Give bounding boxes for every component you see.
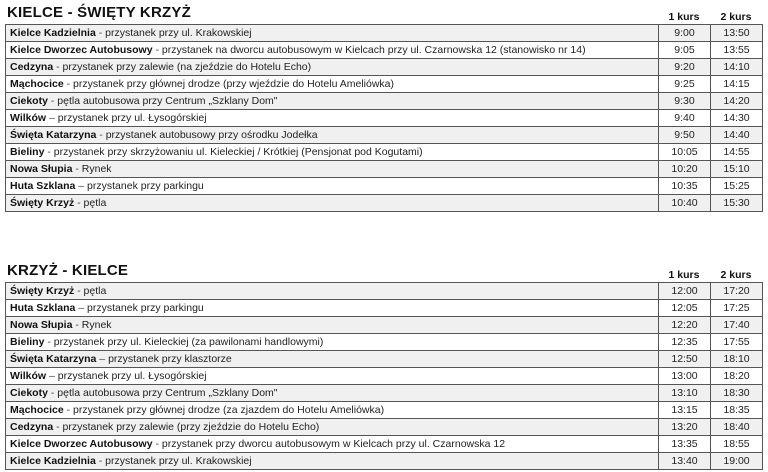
column-header-run-2: 2 kurs — [720, 11, 752, 23]
column-header-run-1: 1 kurs — [668, 11, 700, 23]
table-row — [6, 110, 763, 127]
stop-description: przystanek przy ul. Kieleckiej (za pawilonami handlowymi) — [53, 336, 324, 348]
table-row — [6, 334, 763, 351]
timetable-outbound — [5, 24, 763, 212]
stop-name: Cedzyna — [10, 421, 54, 433]
stop-name: Kielce Dworzec Autobusowy — [10, 44, 153, 56]
table-row — [6, 127, 763, 144]
table-row — [6, 402, 763, 419]
departure-time-run-1: 10:20 — [659, 161, 711, 178]
departure-time-run-1: 9:05 — [659, 42, 711, 59]
departure-time-run-1: 13:15 — [659, 402, 711, 419]
departure-time-run-2: 14:40 — [711, 127, 763, 144]
table-row — [6, 59, 763, 76]
table-row — [6, 385, 763, 402]
separator: - — [72, 163, 82, 175]
table-row — [6, 283, 763, 300]
separator: - — [152, 438, 162, 450]
table-row — [6, 144, 763, 161]
stop-cell — [6, 351, 659, 368]
table-row — [6, 419, 763, 436]
stop-name: Święty Krzyż — [10, 197, 75, 209]
table-row — [6, 25, 763, 42]
stop-cell — [6, 283, 659, 300]
section-title: KRZYŻ - KIELCE — [7, 262, 129, 279]
stop-description: przystanek przy klasztorze — [108, 353, 232, 365]
departure-time-run-2: 17:25 — [711, 300, 763, 317]
departure-time-run-2: 18:30 — [711, 385, 763, 402]
departure-time-run-1: 9:25 — [659, 76, 711, 93]
stop-cell — [6, 178, 659, 195]
stop-description: przystanek przy ul. Krakowskiej — [105, 455, 252, 467]
separator: – — [96, 353, 109, 365]
stop-description: przystanek przy zalewie (przy zjeździe do Hotelu Echo) — [62, 421, 320, 433]
stop-cell — [6, 436, 659, 453]
departure-time-run-2: 17:55 — [711, 334, 763, 351]
departure-time-run-2: 18:10 — [711, 351, 763, 368]
stop-description: przystanek przy głównej drodze (przy wjeździe do Hotelu Ameliówka) — [73, 78, 395, 90]
separator: - — [53, 61, 63, 73]
separator: - — [63, 404, 74, 416]
departure-time-run-1: 13:00 — [659, 368, 711, 385]
stop-cell — [6, 144, 659, 161]
table-row — [6, 42, 763, 59]
table-row — [6, 93, 763, 110]
separator: - — [47, 95, 58, 107]
separator: - — [96, 129, 106, 141]
departure-time-run-1: 10:35 — [659, 178, 711, 195]
section-header — [5, 4, 762, 24]
departure-time-run-1: 9:20 — [659, 59, 711, 76]
departure-time-run-2: 17:20 — [711, 283, 763, 300]
table-row — [6, 300, 763, 317]
stop-name: Mąchocice — [10, 404, 64, 416]
departure-time-run-2: 14:10 — [711, 59, 763, 76]
timetable-section-outbound — [5, 4, 762, 212]
stop-cell — [6, 93, 659, 110]
stop-cell — [6, 453, 659, 470]
separator: - — [74, 197, 84, 209]
table-row — [6, 76, 763, 93]
separator: - — [44, 336, 54, 348]
stop-name: Kielce Kadzielnia — [10, 455, 96, 467]
stop-cell — [6, 368, 659, 385]
stop-description: przystanek autobusowy przy ośrodku Jodełka — [105, 129, 318, 141]
departure-time-run-1: 9:00 — [659, 25, 711, 42]
departure-time-run-2: 14:55 — [711, 144, 763, 161]
departure-time-run-2: 15:30 — [711, 195, 763, 212]
departure-time-run-1: 9:50 — [659, 127, 711, 144]
departure-time-run-2: 14:15 — [711, 76, 763, 93]
stop-name: Kielce Kadzielnia — [10, 27, 96, 39]
timetable-section-return — [5, 262, 762, 470]
stop-cell — [6, 42, 659, 59]
departure-time-run-2: 13:50 — [711, 25, 763, 42]
separator: - — [53, 421, 63, 433]
table-row — [6, 453, 763, 470]
stop-description: Rynek — [81, 319, 112, 331]
departure-time-run-1: 12:00 — [659, 283, 711, 300]
departure-time-run-2: 18:35 — [711, 402, 763, 419]
stop-cell — [6, 59, 659, 76]
table-row — [6, 351, 763, 368]
stop-name: Święta Katarzyna — [10, 353, 97, 365]
departure-time-run-1: 12:35 — [659, 334, 711, 351]
departure-time-run-2: 15:25 — [711, 178, 763, 195]
table-row — [6, 161, 763, 178]
stop-name: Wilków — [10, 370, 47, 382]
stop-description: przystanek przy ul. Łysogórskiej — [57, 370, 207, 382]
stop-cell — [6, 76, 659, 93]
stop-description: pętla — [83, 197, 107, 209]
departure-time-run-2: 15:10 — [711, 161, 763, 178]
separator: – — [75, 302, 88, 314]
separator: - — [44, 146, 54, 158]
stop-name: Bieliny — [10, 336, 45, 348]
separator: - — [152, 44, 162, 56]
stop-cell — [6, 334, 659, 351]
stop-name: Kielce Dworzec Autobusowy — [10, 438, 153, 450]
departure-time-run-1: 13:40 — [659, 453, 711, 470]
departure-time-run-1: 10:05 — [659, 144, 711, 161]
stop-description: przystanek przy skrzyżowaniu ul. Kieleckiej / Krótkiej (Pensjonat pod Kogutami) — [53, 146, 423, 158]
stop-cell — [6, 127, 659, 144]
stop-description: przystanek przy głównej drodze (za zjazdem do Hotelu Ameliówka) — [73, 404, 385, 416]
stop-name: Nowa Słupia — [10, 319, 73, 331]
stop-name: Święty Krzyż — [10, 285, 75, 297]
stop-cell — [6, 385, 659, 402]
separator: - — [95, 27, 106, 39]
departure-time-run-1: 13:35 — [659, 436, 711, 453]
departure-time-run-1: 12:20 — [659, 317, 711, 334]
stop-cell — [6, 25, 659, 42]
departure-time-run-2: 14:20 — [711, 93, 763, 110]
timetable-return — [5, 282, 763, 470]
departure-time-run-2: 18:20 — [711, 368, 763, 385]
departure-time-run-2: 19:00 — [711, 453, 763, 470]
separator: - — [72, 319, 82, 331]
stop-cell — [6, 402, 659, 419]
departure-time-run-2: 13:55 — [711, 42, 763, 59]
stop-description: przystanek przy parkingu — [87, 302, 204, 314]
table-row — [6, 317, 763, 334]
section-title: KIELCE - ŚWIĘTY KRZYŻ — [7, 4, 191, 21]
table-row — [6, 178, 763, 195]
stop-name: Huta Szklana — [10, 180, 76, 192]
stop-description: przystanek przy dworcu autobusowym w Kielcach przy ul. Czarnowska 12 — [161, 438, 506, 450]
section-header — [5, 262, 762, 282]
table-row — [6, 195, 763, 212]
stop-description: Rynek — [81, 163, 112, 175]
stop-description: przystanek przy ul. Krakowskiej — [105, 27, 252, 39]
stop-cell — [6, 419, 659, 436]
stop-description: pętla — [83, 285, 107, 297]
stop-name: Ciekoty — [10, 95, 48, 107]
separator: – — [46, 370, 58, 382]
departure-time-run-1: 13:20 — [659, 419, 711, 436]
separator: – — [75, 180, 88, 192]
stop-cell — [6, 317, 659, 334]
stop-cell — [6, 300, 659, 317]
departure-time-run-1: 9:40 — [659, 110, 711, 127]
departure-time-run-1: 10:40 — [659, 195, 711, 212]
stop-description: pętla autobusowa przy Centrum „Szklany Dom" — [57, 95, 278, 107]
stop-cell — [6, 161, 659, 178]
departure-time-run-2: 18:40 — [711, 419, 763, 436]
table-row — [6, 368, 763, 385]
separator: – — [46, 112, 58, 124]
stop-description: pętla autobusowa przy Centrum „Szklany Dom" — [57, 387, 278, 399]
departure-time-run-1: 12:50 — [659, 351, 711, 368]
departure-time-run-1: 9:30 — [659, 93, 711, 110]
stop-name: Cedzyna — [10, 61, 54, 73]
separator: - — [95, 455, 106, 467]
stop-name: Bieliny — [10, 146, 45, 158]
table-row — [6, 436, 763, 453]
departure-time-run-2: 17:40 — [711, 317, 763, 334]
departure-time-run-1: 13:10 — [659, 385, 711, 402]
stop-name: Nowa Słupia — [10, 163, 73, 175]
stop-cell — [6, 195, 659, 212]
stop-name: Ciekoty — [10, 387, 48, 399]
separator: - — [63, 78, 74, 90]
column-header-run-2: 2 kurs — [720, 269, 752, 281]
stop-name: Wilków — [10, 112, 47, 124]
separator: - — [47, 387, 58, 399]
stop-description: przystanek przy zalewie (na zjeździe do Hotelu Echo) — [62, 61, 312, 73]
departure-time-run-2: 14:30 — [711, 110, 763, 127]
stop-name: Święta Katarzyna — [10, 129, 97, 141]
stop-cell — [6, 110, 659, 127]
separator: - — [74, 285, 84, 297]
stop-description: przystanek na dworcu autobusowym w Kielcach przy ul. Czarnowska 12 (stanowisko nr 14) — [161, 44, 586, 56]
stop-description: przystanek przy ul. Łysogórskiej — [57, 112, 207, 124]
stop-name: Mąchocice — [10, 78, 64, 90]
stop-description: przystanek przy parkingu — [87, 180, 204, 192]
column-header-run-1: 1 kurs — [668, 269, 700, 281]
departure-time-run-2: 18:55 — [711, 436, 763, 453]
departure-time-run-1: 12:05 — [659, 300, 711, 317]
stop-name: Huta Szklana — [10, 302, 76, 314]
